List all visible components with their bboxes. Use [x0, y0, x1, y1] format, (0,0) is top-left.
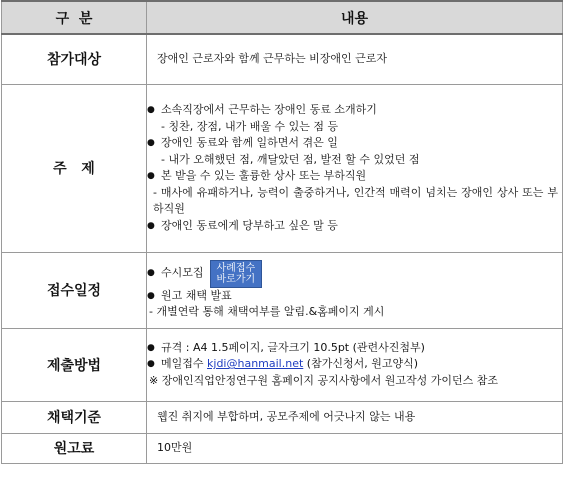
list-item — [147, 288, 562, 305]
submission-note: ※ 장애인직업안정연구원 홈페이지 공지사항에서 원고작성 가이던스 참조 — [149, 373, 498, 387]
row-participants — [2, 34, 563, 84]
theme-item-2-detail: - 내가 오해했던 점, 깨달았던 점, 발전 할 수 있었던 점 — [161, 152, 420, 166]
header-category: 구 분 — [2, 1, 147, 34]
label-theme-text: 주 제 — [53, 161, 95, 177]
schedule-item-1: 수시모집 — [161, 266, 204, 280]
theme-item-4: 장애인 동료에게 당부하고 싶은 말 등 — [161, 218, 338, 232]
bullet-icon: ● — [147, 220, 155, 231]
theme-item-3: 본 받을 수 있는 훌륭한 상사 또는 부하직원 — [161, 169, 367, 182]
header-row — [2, 1, 563, 34]
participants-text: 장애인 근로자와 함께 근무하는 비장애인 근로자 — [147, 34, 563, 84]
bullet-icon: ● — [147, 138, 155, 148]
theme-item-3-detail: - 매사에 유패하거나, 능력이 출중하거나, 인간적 매력이 넘치는 장애인 상사 또는 부하직원 — [153, 185, 558, 215]
list-item — [147, 218, 562, 235]
list-item — [147, 135, 562, 152]
mail-suffix: (참가신청서, 원고양식) — [303, 357, 419, 371]
list-item — [147, 260, 562, 288]
label-theme — [2, 84, 147, 252]
schedule-item-2: 원고 채택 발표 — [161, 288, 232, 302]
schedule-item-2-detail: - 개별연락 통해 채택여부를 알림.&홈페이지 게시 — [149, 305, 385, 318]
mail-prefix: 메일접수 — [161, 357, 208, 371]
list-item — [147, 356, 562, 373]
bullet-icon: ● — [147, 268, 155, 279]
label-participants: 참가대상 — [2, 34, 147, 84]
submit-case-button[interactable] — [210, 260, 263, 288]
bullet-icon: ● — [147, 290, 155, 301]
button-line-2: 바로가기 — [216, 273, 256, 285]
email-link[interactable]: kjdi@hanmail.net — [207, 357, 304, 371]
row-fee — [2, 433, 563, 463]
label-criteria: 채택기준 — [2, 401, 147, 433]
bullet-icon: ● — [147, 171, 155, 181]
submission-item-1: 규격 : A4 1.5페이지, 글자크기 10.5pt (관련사진첨부) — [161, 340, 425, 354]
button-line-1: 사례접수 — [216, 262, 256, 274]
row-theme — [2, 84, 563, 252]
bullet-icon: ● — [147, 342, 155, 353]
theme-item-1-detail: - 칭찬, 장점, 내가 배울 수 있는 점 등 — [161, 119, 339, 133]
list-item — [147, 102, 562, 119]
contest-info-table — [1, 0, 563, 464]
theme-content — [147, 84, 563, 252]
bullet-icon: ● — [147, 359, 155, 370]
row-criteria — [2, 401, 563, 433]
schedule-content — [147, 252, 563, 328]
list-item — [147, 168, 562, 185]
row-schedule — [2, 252, 563, 328]
bullet-icon: ● — [147, 105, 155, 115]
label-fee: 원고료 — [2, 433, 147, 463]
list-item — [147, 340, 562, 357]
row-submission — [2, 328, 563, 401]
label-submission: 제출방법 — [2, 328, 147, 401]
theme-item-2: 장애인 동료와 함께 일하면서 겪은 일 — [161, 136, 338, 149]
submission-content — [147, 328, 563, 401]
header-content: 내용 — [147, 1, 563, 34]
fee-text: 10만원 — [147, 433, 563, 463]
theme-item-1: 소속직장에서 근무하는 장애인 동료 소개하기 — [161, 103, 377, 116]
criteria-text: 웹진 취지에 부합하며, 공모주제에 어긋나지 않는 내용 — [147, 401, 563, 433]
submission-item-2 — [161, 356, 418, 373]
label-schedule: 접수일정 — [2, 252, 147, 328]
